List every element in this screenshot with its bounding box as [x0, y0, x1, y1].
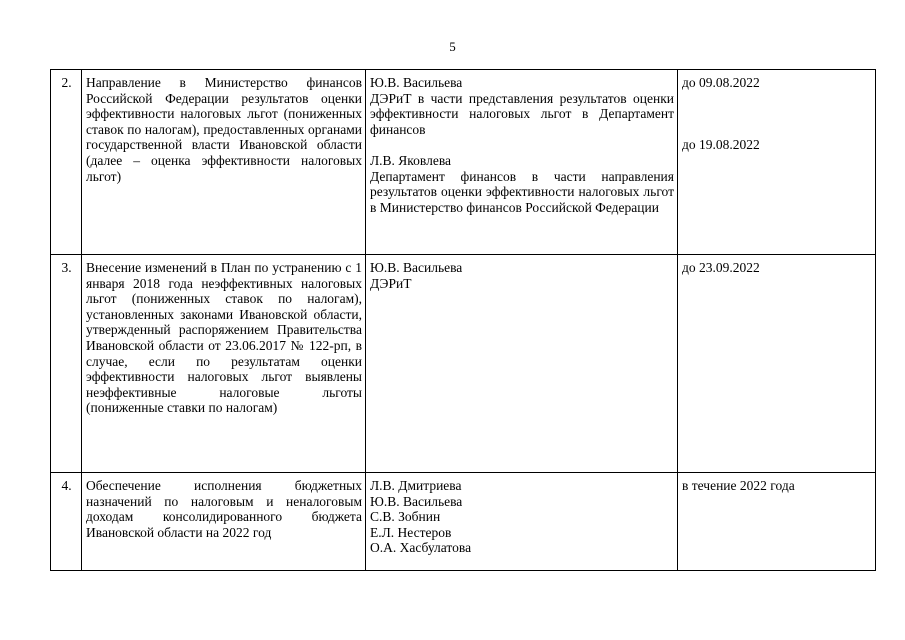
page-number: 5 [449, 39, 456, 54]
row-number: 3. [51, 255, 82, 473]
responsible-name: Е.Л. Нестеров [370, 524, 452, 540]
measure-description: Направление в Министерство финансов Российской Федерации результатов оценки эффективности налоговых льгот (пониженных ставок по налогам), предоставленных органами государственной власти Ивановской области (далее – оценка эффективности налоговых льгот) [82, 70, 366, 255]
responsible-name: Л.В. Дмитриева [370, 478, 462, 493]
deadline: до 23.09.2022 [682, 260, 760, 275]
responsible-note: ДЭРиТ [370, 275, 412, 291]
responsible-name: Ю.В. Васильева [370, 75, 463, 90]
responsible-cell [366, 255, 678, 473]
deadline: до 09.08.2022 [682, 75, 760, 90]
responsible-name: Ю.В. Васильева [370, 493, 463, 509]
table-row [51, 70, 876, 255]
responsible-name: С.В. Зобнин [370, 509, 441, 525]
measure-description: Обеспечение исполнения бюджетных назначений по налоговым и неналоговым доходам консолидированного бюджета Ивановской области на 2022 год [82, 473, 366, 571]
responsible-cell [366, 70, 678, 255]
deadline: до 19.08.2022 [682, 137, 760, 153]
row-number: 2. [51, 70, 82, 255]
responsible-note: Департамент финансов в части направления результатов оценки эффективности налоговых льгот в Министерство финансов Российской Федерации [370, 168, 674, 215]
responsible-name: О.А. Хасбулатова [370, 540, 472, 556]
responsible-name: Ю.В. Васильева [370, 260, 463, 275]
row-number: 4. [51, 473, 82, 571]
deadline: в течение 2022 года [682, 478, 795, 493]
table-row [51, 473, 876, 571]
deadline-cell [678, 255, 876, 473]
deadline-cell [678, 70, 876, 255]
responsible-name: Л.В. Яковлева [370, 152, 452, 168]
responsible-note: ДЭРиТ в части представления результатов оценки эффективности налоговых льгот в Департамент финансов [370, 90, 674, 137]
measure-description: Внесение изменений в План по устранению с 1 января 2018 года неэффективных налоговых льгот (пониженных ставок по налогам), установленных законами Ивановской области, утвержденный распоряжением Правительства Ивановской области от 23.06.2017 № 122-рп, в случае, если по результатам оценки эффективности налоговых льгот выявлены неэффективные налоговые льготы (пониженные ставки по налогам) [82, 255, 366, 473]
plan-table [50, 69, 876, 571]
table-row [51, 255, 876, 473]
responsible-cell [366, 473, 678, 571]
deadline-cell [678, 473, 876, 571]
